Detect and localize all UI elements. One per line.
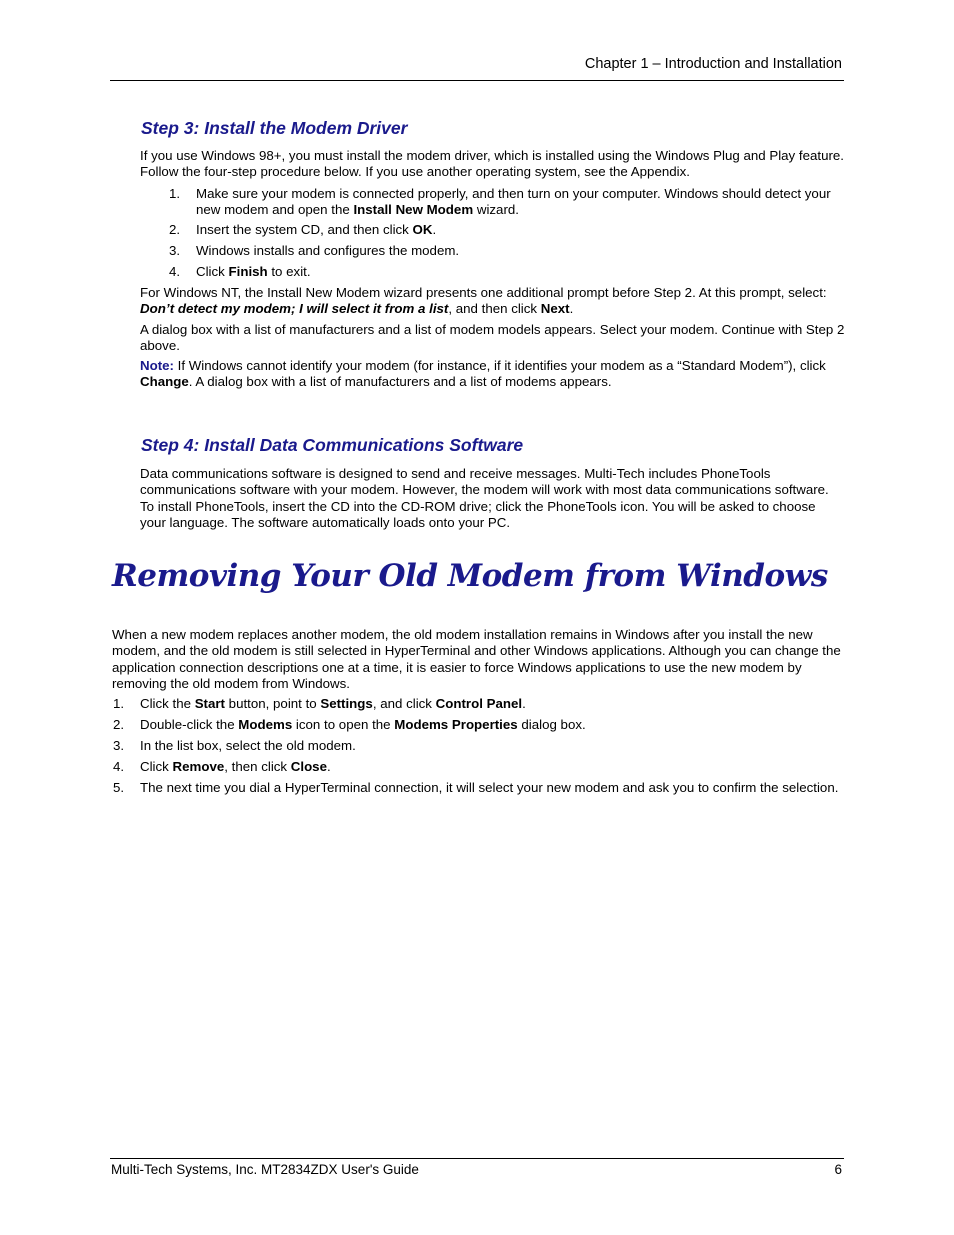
dialog-paragraph: A dialog box with a list of manufacturers and a list of modem models appears. Select your modem. Continue with Step 2 above. (140, 322, 845, 354)
page-footer (110, 1158, 844, 1177)
footer-guide-title: Multi-Tech Systems, Inc. MT2834ZDX User's Guide (111, 1162, 419, 1177)
section-title: Removing Your Old Modem from Windows (112, 558, 828, 594)
page-header (110, 54, 844, 81)
chapter-title: Chapter 1 – Introduction and Installation (584, 56, 842, 72)
step3-heading: Step 3: Install the Modem Driver (141, 118, 408, 138)
document-page: Chapter 1 – Introduction and Installation Step 3: Install the Modem Driver If you use Windows 98+, you must install the modem driver, which is installed using the Windows Plug and Play feature. Follow the four-step procedure below. If you use another operating system, see the Appendix. 1. Make sure your modem is connected properly, and then turn on your computer. Windows should detect your new modem and open the Install New Modem wizard. 2. Insert the system CD, and then click OK. 3. Windows installs and configures the modem. 4. Click Finish to exit. For Windows NT, the Install New Modem wizard presents one additional prompt before Step 2. At this prompt, select: Don’t detect my modem; I will select it from a list, and then click Next. A dialog box with a list of manufacturers and a list of modem models appears. Select your modem. Continue with Step 2 above. Note: If Windows cannot identify your modem (for instance, if it identifies your modem as a “Standard Modem”), click Change. A dialog box with a list of manufacturers and a list of modems appears. Step 4: Install Data Communications Software Data communications software is designed to send and receive messages. Multi-Tech includes PhoneTools communications software with your modem. However, the modem will work with most data communications software. To install PhoneTools, insert the CD into the CD-ROM drive; click the PhoneTools icon. You will be asked to choose your language. The software automatically loads onto your PC. Removing Your Old Modem from Windows When a new modem replaces another modem, the old modem installation remains in Windows after you install the new modem, and the old modem is still selected in HyperTerminal and other Windows applications. Although you can change the application connection descriptions one at a time, it is easier to force Windows applications to use the new modem by removing the old modem from Windows. 1. Click the Start button, point to Settings, and click Control Panel. 2. Double-click the Modems icon to open the Modems Properties dialog box. 3. In the list box, select the old modem. 4. Click Remove, then click Close. 5. The next time you dial a HyperTerminal connection, it will select your new modem and ask you to confirm the selection. Multi-Tech Systems, Inc. MT2834ZDX User's Guide 6 (111, 56, 845, 1177)
removing-intro: When a new modem replaces another modem, the old modem installation remains in Windows after you install the new modem, and the old modem is still selected in HyperTerminal and other Windows applications. Although you can change the application connection descriptions one at a time, it is easier to force Windows applications to use the new modem by removing the old modem from Windows. (112, 627, 841, 692)
step3-intro: If you use Windows 98+, you must install the modem driver, which is installed using the Windows Plug and Play feature. Follow the four-step procedure below. If you use another operating system, see the Appendix. (140, 148, 844, 180)
step4-heading: Step 4: Install Data Communications Software (141, 435, 524, 455)
step4-body: Data communications software is designed to send and receive messages. Multi-Tech includes PhoneTools communications software with your modem. However, the modem will work with most data communications software. To install PhoneTools, insert the CD into the CD-ROM drive; click the PhoneTools icon. You will be asked to choose your language. The software automatically loads onto your PC. (140, 466, 829, 531)
page-number: 6 (834, 1162, 842, 1177)
note-paragraph: Note: If Windows cannot identify your modem (for instance, if it identifies your modem as a “Standard Modem”), click Change. A dialog box with a list of manufacturers and a list of modems appears. (140, 358, 826, 390)
windows-nt-paragraph: For Windows NT, the Install New Modem wizard presents one additional prompt before Step 2. At this prompt, select: Don’t detect my modem; I will select it from a list, and then click Next. (140, 285, 827, 317)
